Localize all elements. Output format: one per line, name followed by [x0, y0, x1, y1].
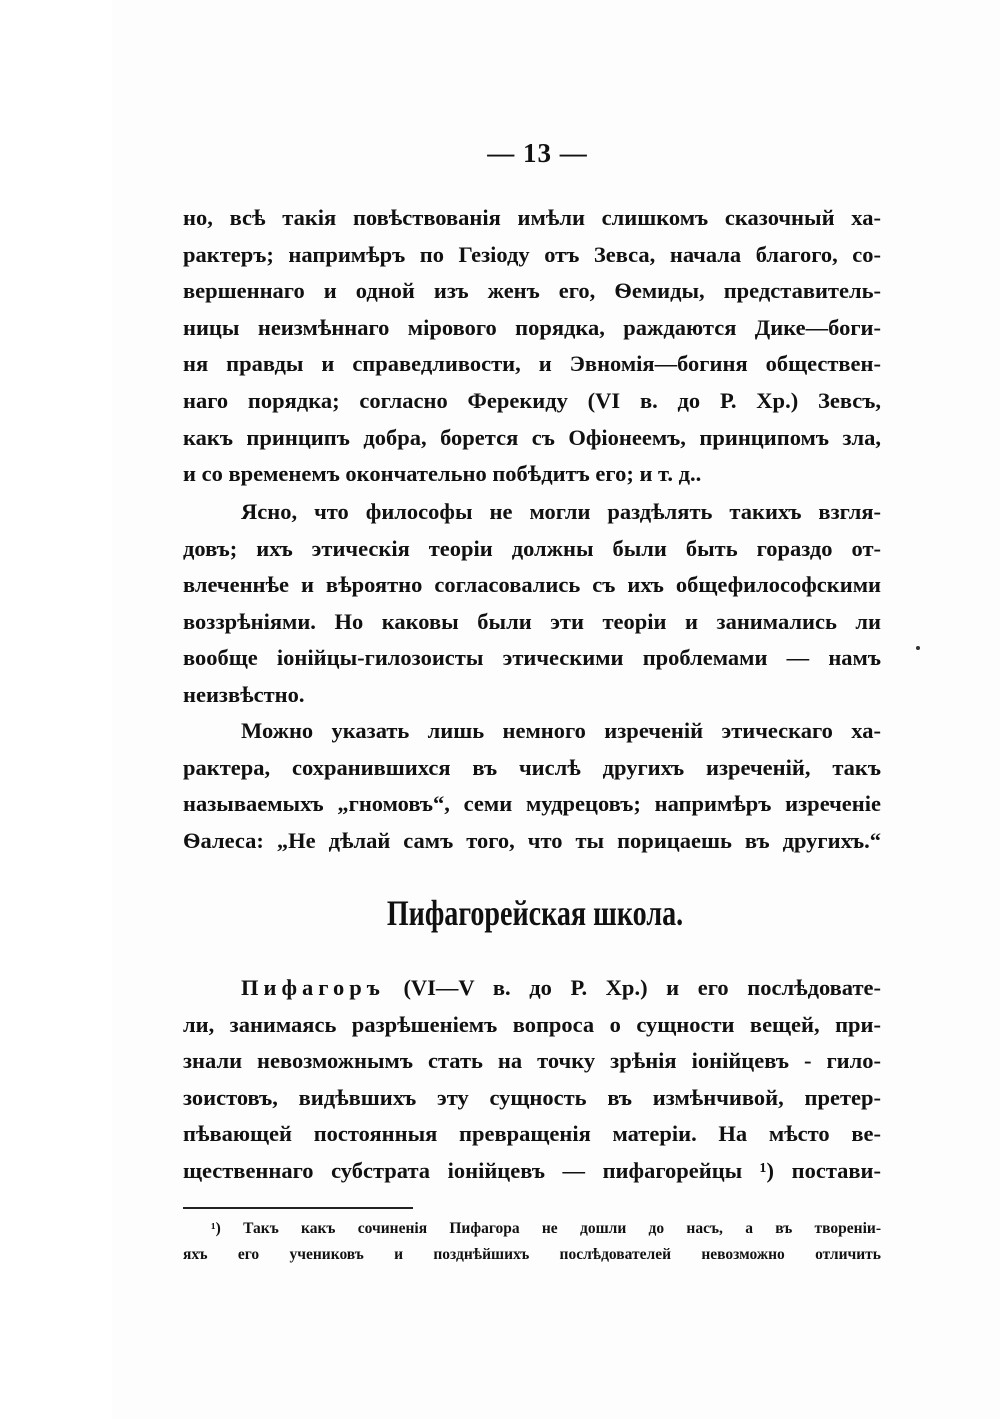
text-line: пѣвающей постоянныя превращенія матеріи. На мѣсто ве-: [183, 1121, 881, 1147]
paragraph-3: [183, 713, 881, 859]
text-line: щественнаго субстрата іонійцевъ — пифагорейцы ¹) постави-: [183, 1157, 881, 1183]
text-line: неизвѣстно.: [183, 681, 305, 707]
paragraph-4: [183, 970, 881, 1190]
text-line: называемыхъ „гномовъ“, семи мудрецовъ; напримѣръ изреченіе: [183, 791, 881, 817]
text-line: знали невозможнымъ стать на точку зрѣнія іонійцевъ - гило-: [183, 1048, 881, 1074]
text-line: [183, 970, 881, 1007]
text-line: рактеръ; напримѣръ по Гезіоду отъ Зевса, начала благого, со-: [183, 241, 881, 267]
text-line: Можно указать лишь немного изреченій этическаго ха-: [241, 718, 881, 743]
first-line-rest: (VI—V в. до Р. Хр.) и его послѣдовате-: [384, 975, 881, 1000]
scan-margin: [0, 0, 112, 1419]
text-line: довъ; ихъ этическія теоріи должны были быть гораздо от-: [183, 535, 881, 561]
text-line: но, всѣ такія повѣствованія имѣли слишкомъ сказочный ха-: [183, 205, 881, 230]
footnote-line: яхъ его учениковъ и позднѣйшихъ послѣдователей невозможно отличить: [183, 1246, 881, 1263]
text-line: и со временемъ окончательно побѣдитъ его; и т. д..: [183, 461, 702, 487]
text-line: наго порядка; согласно Ферекиду (VI в. до Р. Хр.) Зевсъ,: [183, 387, 881, 413]
page-number: — 13 —: [487, 138, 588, 168]
text-line: Ясно, что философы не могли раздѣлять такихъ взгля-: [241, 499, 881, 524]
scan-speck: [916, 646, 920, 650]
section-heading: Пифагорейская школа.: [386, 893, 684, 933]
text-line: какъ принципъ добра, борется съ Офіонеемъ, принципомъ зла,: [183, 424, 881, 450]
text-line: воззрѣніями. Но каковы были эти теоріи и занимались ли: [183, 608, 881, 634]
text-line: зоистовъ, видѣвшихъ эту сущность въ измѣнчивой, претер-: [183, 1084, 881, 1110]
text-line: ня правды и справедливости, и Эвномія—богиня обществен-: [183, 351, 881, 377]
footnote-divider: [183, 1207, 413, 1209]
text-line: Ѳалеса: „Не дѣлай самъ того, что ты порицаешь въ другихъ.“: [183, 827, 881, 853]
footnote: [183, 1216, 881, 1268]
text-line: влеченнѣе и вѣроятно согласовались съ ихъ общефилософскими: [183, 572, 881, 598]
paragraph-2: [183, 494, 881, 714]
footnote-line: ¹) Такъ какъ сочиненія Пифагора не дошли до насъ, а въ твореніи-: [211, 1220, 881, 1237]
paragraph-1: [183, 200, 881, 493]
text-line: рактера, сохранившихся въ числѣ другихъ изреченій, такъ: [183, 754, 881, 780]
text-line: ли, занимаясь разрѣшеніемъ вопроса о сущности вещей, при-: [183, 1011, 881, 1037]
text-line: вообще іонійцы-гилозоисты этическими проблемами — намъ: [183, 645, 881, 671]
lead-word: Пифагоръ: [241, 975, 385, 1000]
text-line: ницы неизмѣннаго мірового порядка, раждаются Дике—боги-: [183, 314, 881, 340]
text-line: вершеннаго и одной изъ женъ его, Ѳемиды, представитель-: [183, 278, 881, 304]
